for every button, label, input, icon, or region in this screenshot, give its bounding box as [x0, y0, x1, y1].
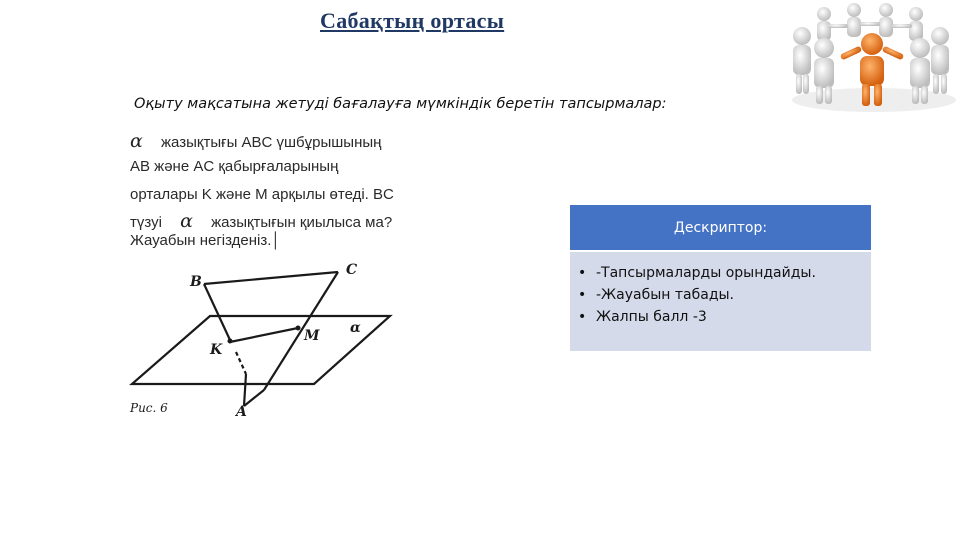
problem-line-2: AB және AC қабырғаларының [130, 158, 339, 175]
label-alpha: α [350, 320, 361, 336]
label-c: C [346, 262, 358, 278]
slide-subtitle: Оқыту мақсатына жетуді бағалауға мүмкіндік беретін тапсырмалар: [134, 96, 667, 112]
people-circle-icon [784, 0, 960, 114]
label-b: B [190, 274, 202, 290]
figure-caption: Рис. 6 [130, 401, 168, 415]
descriptor-list [570, 252, 871, 328]
geometry-figure [128, 256, 398, 420]
problem-line-4: түзуі α жазықтығын қиылыса ма? [130, 210, 393, 232]
descriptor-item: • Жалпы балл -3 [578, 309, 707, 325]
alpha-symbol: α [180, 210, 193, 232]
label-a: A [236, 404, 247, 420]
label-k: K [210, 342, 223, 358]
alpha-symbol: α [130, 130, 143, 152]
label-m: M [304, 328, 320, 344]
descriptor-box [570, 205, 871, 351]
descriptor-item: • -Тапсырмаларды орындайды. [578, 265, 816, 281]
problem-line-1: α жазықтығы ABC үшбұрышының [130, 130, 382, 152]
problem-line-5: Жауабын негізденіз.│ [130, 232, 281, 249]
descriptor-header: Дескриптор: [570, 205, 871, 252]
descriptor-item: • -Жауабын табады. [578, 287, 734, 303]
slide-title: Сабақтың ортасы [320, 8, 505, 33]
problem-line-3: орталары K және M арқылы өтеді. BC [130, 186, 394, 203]
